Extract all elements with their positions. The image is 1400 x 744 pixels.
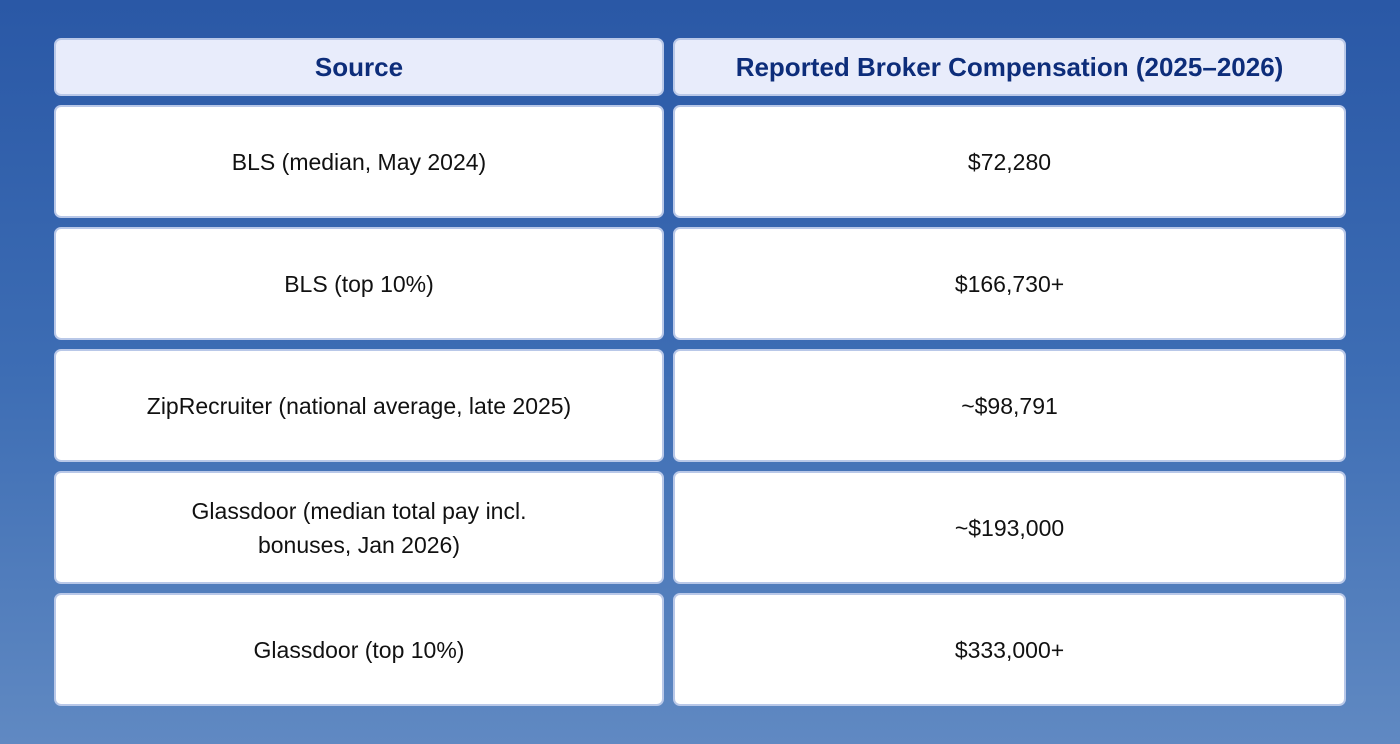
table-row [54, 105, 1346, 218]
table-row [54, 349, 1346, 462]
header-source: Source [54, 38, 664, 96]
source-cell [54, 349, 664, 462]
compensation-table [54, 38, 1346, 706]
value-text: ~$193,000 [954, 514, 1065, 541]
value-cell [673, 105, 1346, 218]
table-header-row [54, 38, 1346, 96]
source-text: Glassdoor (median total pay incl. bonuses, Jan 2026) [191, 497, 527, 558]
source-text: Glassdoor (top 10%) [253, 636, 465, 663]
source-cell [54, 593, 664, 706]
table-row [54, 471, 1346, 584]
table-row [54, 593, 1346, 706]
source-cell [54, 471, 664, 584]
value-text: $72,280 [967, 148, 1052, 175]
value-cell [673, 593, 1346, 706]
source-text: ZipRecruiter (national average, late 2025) [146, 392, 572, 419]
source-text: BLS (median, May 2024) [231, 148, 487, 175]
value-cell [673, 349, 1346, 462]
value-cell [673, 227, 1346, 340]
value-text: ~$98,791 [961, 392, 1058, 419]
table-row [54, 227, 1346, 340]
value-cell [673, 471, 1346, 584]
source-cell [54, 227, 664, 340]
value-text: $166,730+ [954, 270, 1065, 297]
value-text: $333,000+ [954, 636, 1065, 663]
header-compensation: Reported Broker Compensation (2025–2026) [673, 38, 1346, 96]
source-text: BLS (top 10%) [284, 270, 434, 297]
source-cell [54, 105, 664, 218]
